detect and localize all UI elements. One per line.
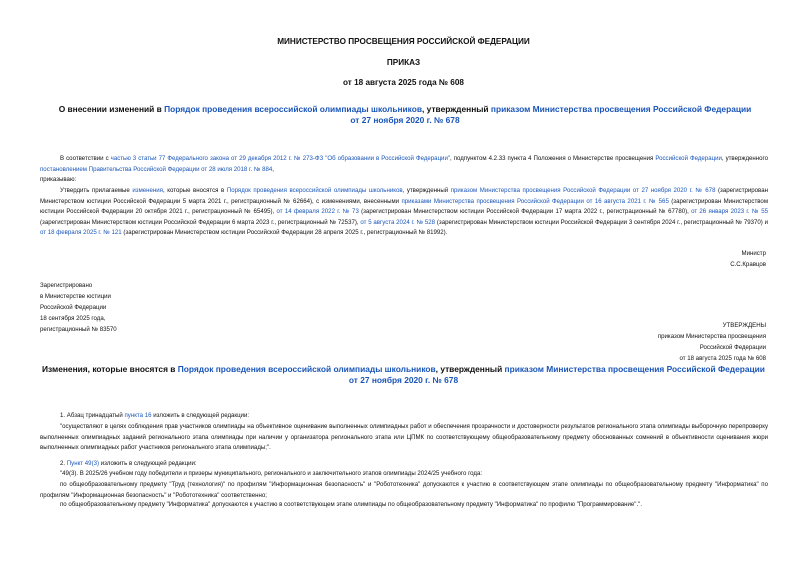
title-link-procedure[interactable]: Порядок проведения всероссийской олимпиады школьников <box>164 104 423 114</box>
approve-text: , утвержденный <box>402 187 451 194</box>
item-2-paragraph: по общеобразовательному предмету "Информатика" допускаются к участию в соответствующем этапе олимпиады по общеобразовательному предмету "Информатика" по профилю "Программирование".". <box>60 501 643 508</box>
doc-type: ПРИКАЗ <box>386 58 421 67</box>
approve-paragraph <box>40 186 768 239</box>
link-order-55[interactable]: от 26 января 2023 г. № 55 <box>691 208 768 215</box>
document-title <box>55 104 755 126</box>
signature-name: С.С.Кравцов <box>730 261 766 268</box>
changes-title-link-order[interactable]: приказом Министерства просвещения Российской Федерации от 27 ноября 2020 г. № 678 <box>348 364 765 385</box>
item-1-heading <box>40 411 768 422</box>
changes-title-link-procedure[interactable]: Порядок проведения всероссийской олимпиады школьников <box>177 364 436 374</box>
preamble-text: , утвержденного <box>721 155 768 162</box>
title-link-order[interactable]: приказом Министерства просвещения Российской Федерации от 27 ноября 2020 г. № 678 <box>350 104 752 125</box>
signature-position: Министр <box>741 250 766 257</box>
title-text: , утвержденный <box>422 104 491 114</box>
link-order-528[interactable]: от 5 августа 2024 г. № 528 <box>360 218 436 226</box>
preamble-text: , подпунктом 4.2.33 пункта 4 Положения о Министерстве просвещения <box>450 155 656 162</box>
approve-text: (зарегистрирован Министерством юстиции Российской Федерации 28 апреля 2025 г., регистрационный № 81992). <box>121 229 448 236</box>
item-1-text: изложить в следующей редакции: <box>151 412 250 419</box>
registration-line: Российской Федерации <box>40 304 107 311</box>
link-point-49-3[interactable]: Пункт 49(3) <box>66 460 100 467</box>
title-text: О внесении изменений в <box>58 104 165 114</box>
item-2-text: изложить в следующей редакции: <box>99 460 197 467</box>
doc-date: от 18 августа 2025 года № 608 <box>343 78 464 87</box>
link-order-121[interactable]: от 18 февраля 2025 г. № 121 <box>40 229 122 236</box>
approve-text: (зарегистрирован Министерством юстиции Российской Федерации 3 сентября 2024 г., регистрационный № 79370) и <box>435 218 769 226</box>
link-rf[interactable]: Российской Федерации <box>655 155 722 162</box>
approved-line: УТВЕРЖДЕНЫ <box>722 322 766 329</box>
item-2-heading <box>40 459 768 470</box>
approved-line: от 18 августа 2025 года № 608 <box>679 355 766 362</box>
ministry-title: МИНИСТЕРСТВО ПРОСВЕЩЕНИЯ РОССИЙСКОЙ ФЕДЕРАЦИИ <box>277 37 530 46</box>
order-word: приказываю: <box>40 176 77 183</box>
link-government-resolution[interactable]: постановлением Правительства Российской Федерации от 28 июля 2018 г. № 884 <box>40 165 273 173</box>
item-2-text: 2. <box>60 460 67 467</box>
approve-text: (зарегистрирован Министерством юстиции Российской Федерации 5 марта 2021 г., регистрационный № 62664), с изменениями, внесенными <box>40 187 768 205</box>
registration-line: Зарегистрировано <box>40 282 93 289</box>
link-order-565[interactable]: приказами Министерства просвещения Российской Федерации от 16 августа 2021 г. № 565 <box>401 197 669 205</box>
link-changes[interactable]: изменения <box>132 187 163 194</box>
changes-title-text: Изменения, которые вносятся в <box>42 364 178 374</box>
link-order-73[interactable]: от 14 февраля 2022 г. № 73 <box>276 208 359 215</box>
link-law[interactable]: частью 3 статьи 77 Федерального закона от 29 декабря 2012 г. № 273-ФЗ "Об образовании в Российской Федерации" <box>110 155 451 162</box>
registration-line: 18 сентября 2025 года, <box>40 315 106 322</box>
link-order-678[interactable]: приказом Министерства просвещения Российской Федерации от 27 ноября 2020 г. № 678 <box>450 187 716 194</box>
preamble <box>40 154 768 175</box>
preamble-text: , <box>272 165 274 173</box>
approved-block <box>658 320 766 364</box>
link-procedure[interactable]: Порядок проведения всероссийской олимпиады школьников <box>226 187 403 194</box>
approve-text: (зарегистрирован Министерством юстиции Российской Федерации 20 октября 2021 г., регистрационный № 65495), <box>40 197 769 215</box>
signature <box>730 248 766 270</box>
approve-text: (зарегистрирован Министерством юстиции Российской Федерации 17 марта 2022 г., регистрационный № 67780), <box>358 208 692 215</box>
link-point-16[interactable]: пункта 16 <box>124 412 152 419</box>
item-2-paragraph: "49(3). В 2025/26 учебном году победители и призеры муниципального, регионального и заключительного этапов олимпиады 2024/25 учебного года: <box>60 470 483 477</box>
preamble-text: В соответствии с <box>60 155 111 162</box>
item-1-text: 1. Абзац тринадцатый <box>60 412 125 419</box>
item-1-quote: "осуществляют в целях соблюдения прав участников олимпиады на объективное оценивание выполненных олимпиадных работ и обеспечения прозрачности и достоверности результатов регионального этапа олимпиады выборочную перепроверку выполненных олимпиадных заданий регионального этапа олимпиады при наличии у организатора регионального этапа или ЦПМК по соответствующему общеобразовательному предмету обоснованных сомнений в объективности оценивания жюри выполненных олимпиадных работ участников регионального этапа олимпиады;". <box>40 423 768 451</box>
changes-title <box>40 364 767 386</box>
approve-text: (зарегистрирован Министерством юстиции Российской Федерации 6 марта 2023 г., регистрационный № 72537), <box>40 218 361 226</box>
approved-line: Российской Федерации <box>699 344 766 351</box>
changes-title-text: , утвержденный <box>435 364 505 374</box>
registration-line: регистрационный № 83570 <box>40 326 117 333</box>
approved-line: приказом Министерства просвещения <box>657 333 766 340</box>
registration-line: в Министерстве юстиции <box>40 293 111 300</box>
registration-block <box>40 280 117 335</box>
item-2-paragraph: по общеобразовательному предмету "Труд (технология)" по профилям "Информационная безопасность" и "Робототехника" допускаются к участию в соответствующем этапе олимпиады по общеобразовательному предмету "Информатика" по профилям "Информационная безопасность" и "Робототехника" соответственно; <box>40 481 768 499</box>
approve-text: , которые вносятся в <box>162 187 227 194</box>
approve-text: Утвердить прилагаемые <box>60 187 133 194</box>
